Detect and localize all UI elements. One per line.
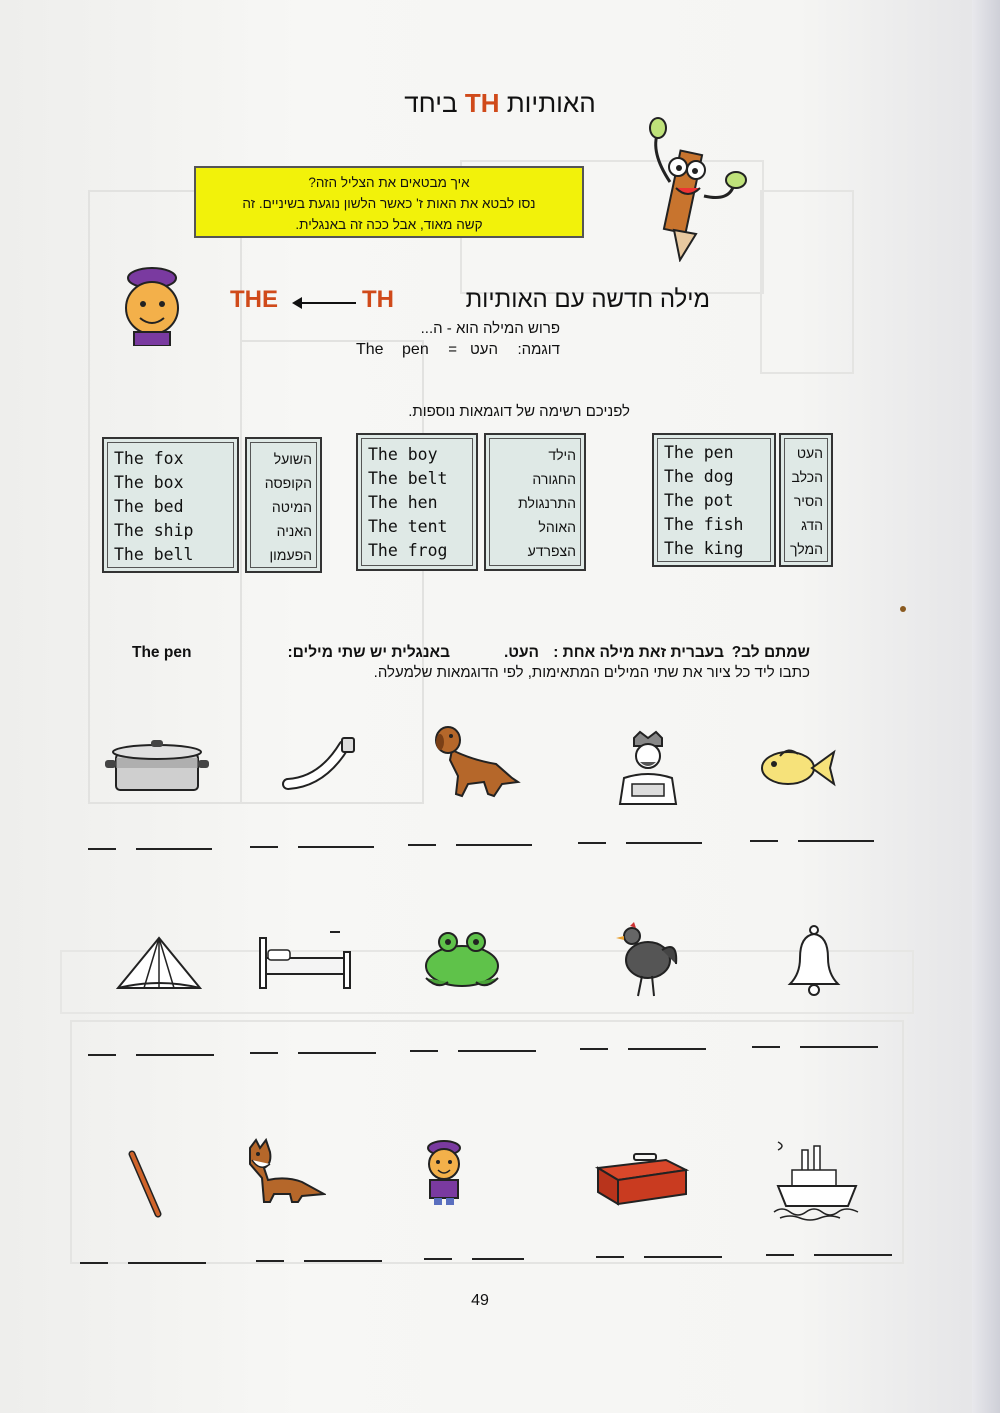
hebrew-word: הכלב bbox=[791, 469, 823, 485]
english-word: The hen bbox=[368, 493, 438, 512]
tent-icon bbox=[114, 934, 204, 994]
answer-blank[interactable] bbox=[424, 1258, 452, 1260]
answer-blank[interactable] bbox=[88, 848, 116, 850]
hebrew-word: החגורה bbox=[532, 471, 576, 487]
answer-blank[interactable] bbox=[80, 1262, 108, 1264]
answer-blank[interactable] bbox=[136, 1054, 214, 1056]
answer-blank[interactable] bbox=[798, 840, 874, 842]
answer-blank[interactable] bbox=[628, 1048, 706, 1050]
hebrew-word: הדג bbox=[801, 517, 823, 533]
answer-blank[interactable] bbox=[766, 1254, 794, 1256]
box-icon bbox=[594, 1150, 690, 1206]
english-word: The fish bbox=[664, 515, 744, 534]
english-word: The king bbox=[664, 539, 744, 558]
answer-blank[interactable] bbox=[304, 1260, 382, 1262]
english-word-box bbox=[652, 433, 776, 567]
list-intro: לפניכם רשימה של דוגמאות נוספות. bbox=[408, 403, 630, 420]
answer-blank[interactable] bbox=[472, 1258, 524, 1260]
ink-spot bbox=[900, 606, 906, 612]
hebrew-word: התרנגולת bbox=[518, 495, 576, 511]
bed-icon bbox=[256, 928, 356, 992]
answer-blank[interactable] bbox=[814, 1254, 892, 1256]
hebrew-word: הצפרדע bbox=[527, 543, 576, 559]
hebrew-word: האניה bbox=[276, 523, 312, 539]
hebrew-word-box bbox=[779, 433, 833, 567]
english-word: The ship bbox=[114, 521, 194, 540]
hebrew-word: הסיר bbox=[793, 493, 823, 509]
answer-blank[interactable] bbox=[250, 1052, 278, 1054]
english-word: The pot bbox=[664, 491, 734, 510]
tip-line: איך מבטאים את הצליל הזה? bbox=[308, 175, 470, 190]
english-word: The belt bbox=[368, 469, 448, 488]
hebrew-word: הקופסה bbox=[264, 475, 312, 491]
new-word-row bbox=[230, 286, 710, 320]
answer-blank[interactable] bbox=[750, 840, 778, 842]
example-label: דוגמה: bbox=[517, 341, 560, 358]
english-word: The fox bbox=[114, 449, 184, 468]
ship-icon bbox=[772, 1136, 862, 1222]
answer-blank[interactable] bbox=[250, 846, 278, 848]
pencil-mascot-icon bbox=[630, 112, 750, 262]
answer-blank[interactable] bbox=[410, 1050, 438, 1052]
notice-english-word: The pen bbox=[132, 644, 192, 661]
belt-icon bbox=[282, 736, 362, 792]
hebrew-word: השועל bbox=[273, 451, 312, 467]
english-word-box bbox=[102, 437, 239, 573]
english-word-box bbox=[356, 433, 478, 571]
answer-blank[interactable] bbox=[458, 1050, 536, 1052]
answer-blank[interactable] bbox=[596, 1256, 624, 1258]
hen-icon bbox=[612, 920, 682, 1000]
tip-line: נסו לבטא את האות ז' כאשר הלשון נוגעת בשיניים. זה bbox=[242, 196, 536, 211]
new-word-result: THE bbox=[230, 286, 278, 313]
english-word: The tent bbox=[368, 517, 448, 536]
title-letters: TH bbox=[464, 88, 500, 118]
answer-blank[interactable] bbox=[408, 844, 436, 846]
english-word: The dog bbox=[664, 467, 734, 486]
bell-icon bbox=[786, 924, 842, 998]
notice-question: שמתם לב? bbox=[731, 644, 810, 661]
answer-blank[interactable] bbox=[580, 1048, 608, 1050]
hebrew-word: הילד bbox=[548, 447, 576, 463]
new-word-heading: מילה חדשה עם האותיות bbox=[465, 286, 710, 313]
english-word: The bed bbox=[114, 497, 184, 516]
hebrew-word: העט bbox=[796, 445, 823, 461]
word-meaning: פרוש המילה הוא - ה... bbox=[420, 320, 560, 337]
english-word: The frog bbox=[368, 541, 448, 560]
tip-line: קשה מאוד, אבל ככה זה באנגלית. bbox=[295, 217, 483, 232]
title-suffix: ביחד bbox=[404, 88, 458, 118]
arrow-left-icon bbox=[294, 302, 356, 304]
answer-blank[interactable] bbox=[256, 1260, 284, 1262]
hebrew-word-box bbox=[484, 433, 586, 571]
example-row bbox=[340, 341, 560, 363]
fish-icon bbox=[758, 744, 836, 790]
instruction: כתבו ליד כל ציור את שתי המילים המתאימות, לפי הדוגמאות שלמעלה. bbox=[373, 664, 810, 681]
answer-blank[interactable] bbox=[298, 1052, 376, 1054]
answer-blank[interactable] bbox=[88, 1054, 116, 1056]
answer-blank[interactable] bbox=[298, 846, 374, 848]
king-icon bbox=[612, 730, 684, 806]
english-word: The bell bbox=[114, 545, 194, 564]
answer-blank[interactable] bbox=[128, 1262, 206, 1264]
notice-row bbox=[130, 644, 810, 666]
english-word: The pen bbox=[664, 443, 734, 462]
hebrew-word-box bbox=[245, 437, 322, 573]
title-prefix: האותיות bbox=[506, 88, 596, 118]
pen-icon bbox=[126, 1150, 166, 1220]
pot-icon bbox=[104, 738, 210, 794]
hebrew-word: האוהל bbox=[538, 519, 576, 535]
new-word-letters: TH bbox=[362, 286, 394, 313]
bleed-through-shapes bbox=[760, 190, 854, 374]
english-word: The box bbox=[114, 473, 184, 492]
english-word: The boy bbox=[368, 445, 438, 464]
pronunciation-tip bbox=[194, 166, 584, 238]
page-number: 49 bbox=[471, 1292, 489, 1309]
answer-blank[interactable] bbox=[578, 842, 606, 844]
notice-hebrew-part: בעברית זאת מילה אחת : bbox=[553, 644, 724, 661]
example-english: The pen bbox=[356, 341, 429, 358]
answer-blank[interactable] bbox=[752, 1046, 780, 1048]
example-equals: = bbox=[448, 341, 457, 358]
notice-english-part: באנגלית יש שתי מילים: bbox=[287, 644, 450, 661]
answer-blank[interactable] bbox=[456, 844, 532, 846]
page-edge bbox=[972, 0, 1000, 1413]
answer-blank[interactable] bbox=[800, 1046, 878, 1048]
boy-icon bbox=[414, 1136, 474, 1206]
hebrew-word: המלך bbox=[790, 541, 823, 557]
fox-icon bbox=[240, 1138, 326, 1204]
answer-blank[interactable] bbox=[644, 1256, 722, 1258]
hebrew-word: המיטה bbox=[271, 499, 312, 515]
notice-hebrew-word: העט. bbox=[503, 644, 539, 661]
answer-blank[interactable] bbox=[136, 848, 212, 850]
example-hebrew: העט bbox=[469, 341, 498, 358]
answer-blank[interactable] bbox=[626, 842, 702, 844]
frog-icon bbox=[418, 928, 506, 990]
dog-icon bbox=[432, 720, 524, 798]
boy-mascot-icon bbox=[112, 262, 192, 346]
hebrew-word: הפעמון bbox=[269, 547, 312, 563]
